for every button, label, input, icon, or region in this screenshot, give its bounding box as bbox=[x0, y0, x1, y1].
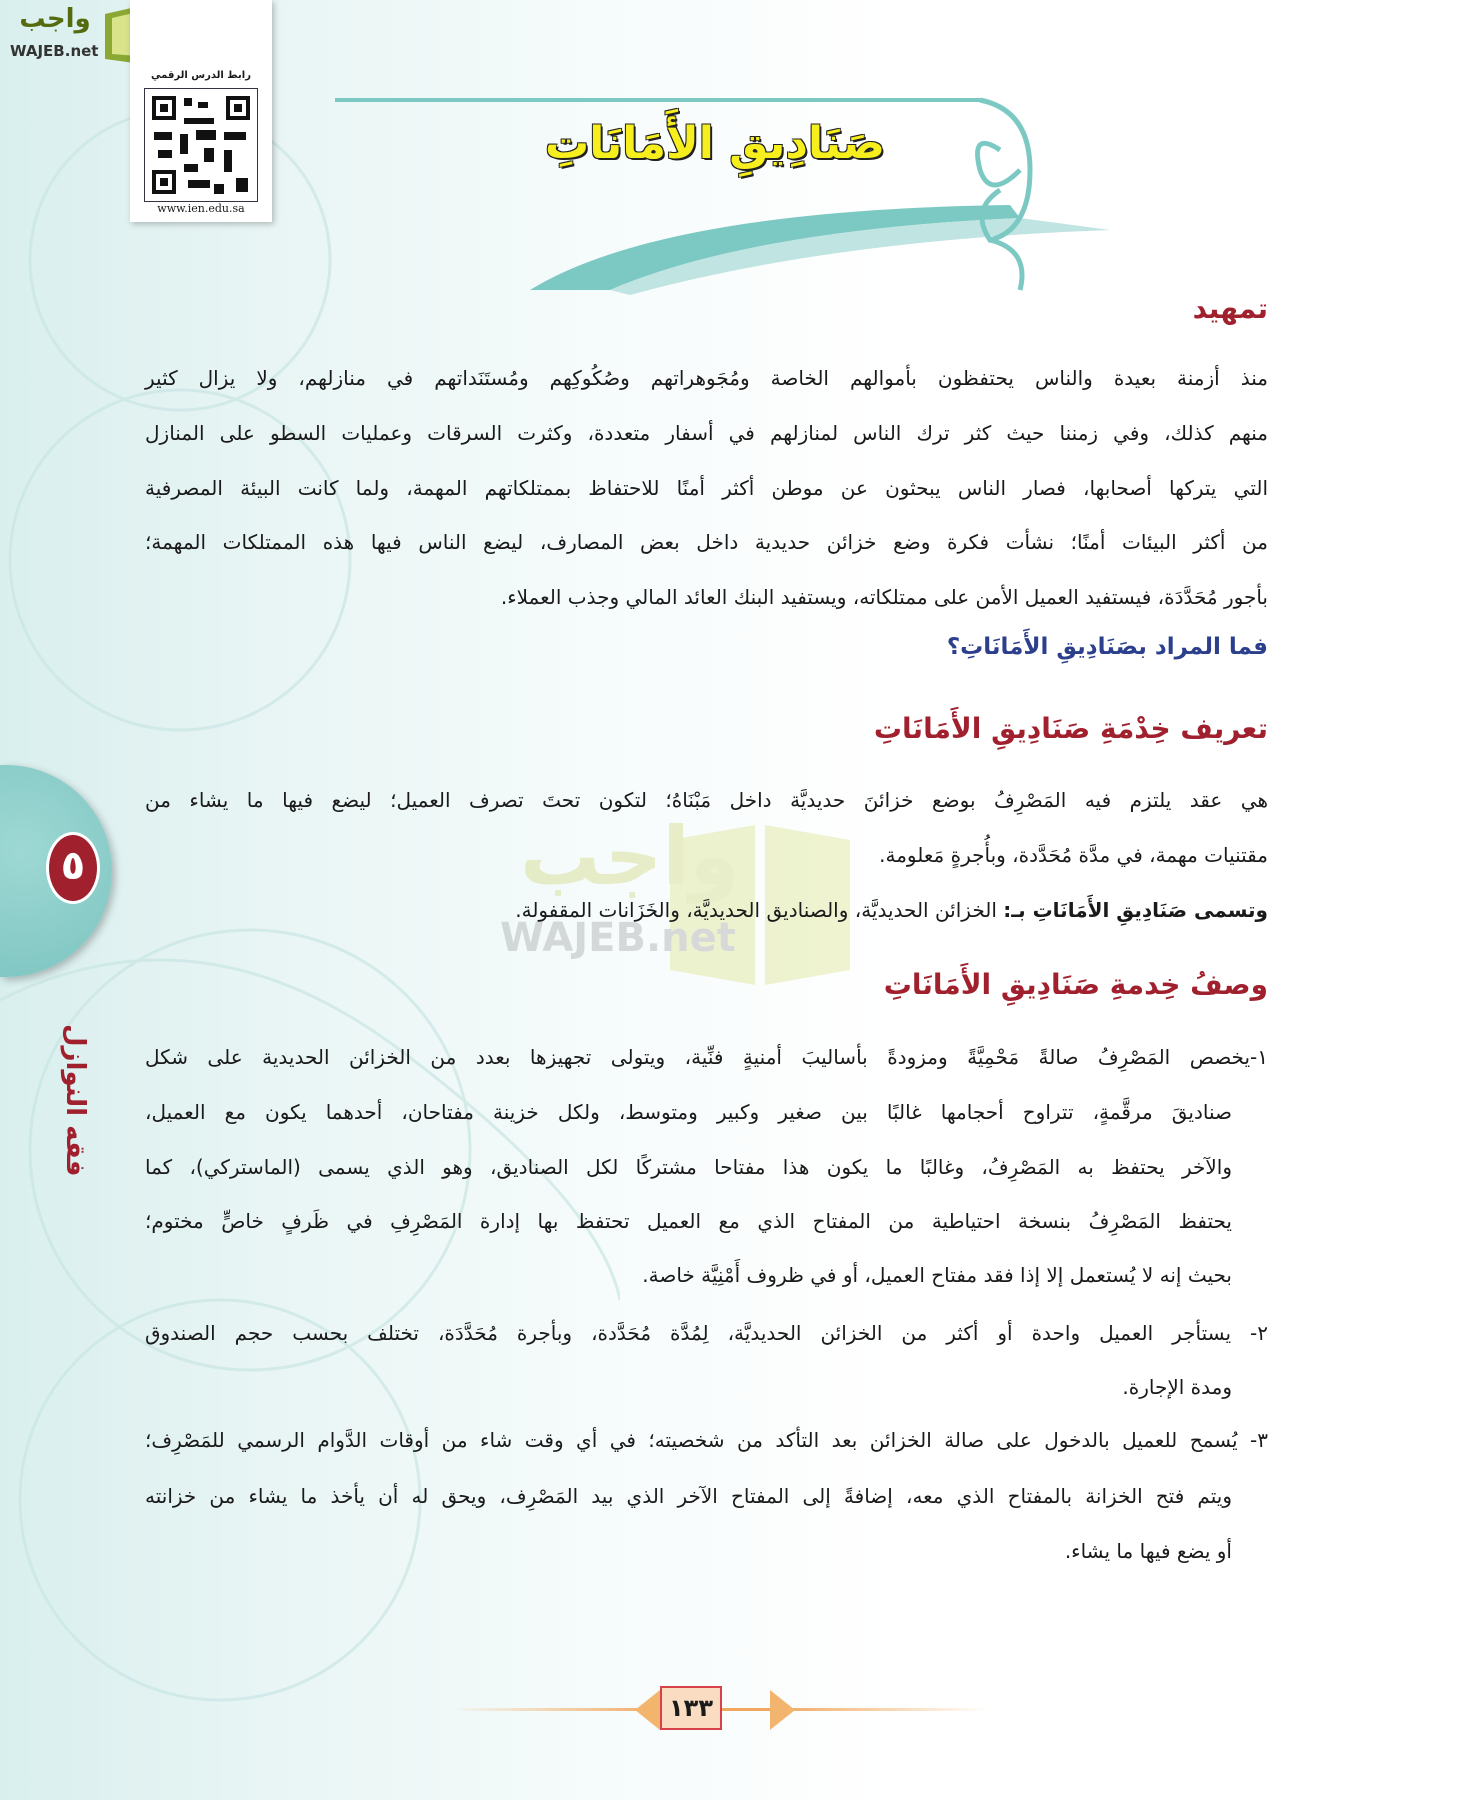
definition-names bbox=[145, 890, 1268, 930]
question-heading: فما المراد بصَنَادِيقِ الأَمَانَاتِ؟ bbox=[946, 634, 1268, 660]
qr-url[interactable]: www.ien.edu.sa bbox=[157, 202, 245, 215]
intro-line: التي يتركها أصحابها، فصار الناس يبحثون عن موطن أكثر أمنًا للاحتفاظ بممتلكاتهم المهمة، ولما كانت البيئة المصرفية bbox=[145, 476, 1268, 500]
qr-card[interactable] bbox=[130, 0, 272, 222]
item-2-line: ومدة الإجارة. bbox=[1122, 1375, 1232, 1399]
item-3-line: ٣- يُسمح للعميل بالدخول على صالة الخزائن بعد التأكد من شخصيته؛ في أي وقت شاء من أوقات الدَّوام الرسمي للمَصْرِف؛ bbox=[145, 1428, 1268, 1452]
intro-heading: تمهيد bbox=[1192, 292, 1268, 325]
page-title: صَنَادِيقِ الأَمَانَاتِ bbox=[545, 118, 885, 169]
item-1-line: بحيث إنه لا يُستعمل إلا إذا فقد مفتاح العميل، أو في ظروف أَمْنِيَّة خاصة. bbox=[642, 1263, 1232, 1287]
item-1-line: والآخر يحتفظ به المَصْرِفُ، وغالبًا ما يكون هذا مفتاحا مشتركًا لكل الصناديق، وهو الذي يسمى (الماستركي)، كما bbox=[145, 1155, 1232, 1179]
intro-line: منذ أزمنة بعيدة والناس يحتفظون بأموالهم الخاصة ومُجَوهراتهم وصُكُوكِهم ومُستَنَداتهم في منازلهم، ولا يزال كثير bbox=[145, 366, 1268, 390]
intro-line: بأجور مُحَدَّدَة، فيستفيد العميل الأمن على ممتلكاته، ويستفيد البنك العائد المالي وجذب العملاء. bbox=[500, 585, 1268, 609]
logo-arabic: واجب bbox=[19, 4, 91, 34]
intro-line: من أكثر البيئات أمنًا؛ نشأت فكرة وضع خزائن حديدية داخل بعض المصارف، ليضع الناس فيها هذه الممتلكات المهمة؛ bbox=[145, 530, 1268, 554]
definition-line: مقتنيات مهمة، في مدَّة مُحَدَّدة، وبأُجرةٍ مَعلومة. bbox=[879, 843, 1268, 867]
item-3-line: ويتم فتح الخزانة بالمفتاح الذي معه، إضافةً إلى المفتاح الآخر الذي بيد المَصْرِف، ويحق له أن يأخذ ما يشاء من خزانته bbox=[145, 1484, 1232, 1508]
qr-label: رابط الدرس الرقمي bbox=[151, 70, 251, 81]
description-heading: وصفُ خِدمةِ صَنَادِيقِ الأَمَانَاتِ bbox=[883, 968, 1268, 1001]
item-1-line: صناديقَ مرقَّمةٍ، تتراوح أحجامها غالبًا بين صغير وكبير ومتوسط، ولكل خزينة مفتاحان، أحدهما يكون مع العميل، bbox=[145, 1100, 1232, 1124]
item-2-line: ٢- يستأجر العميل واحدة أو أكثر من الخزائن الحديديَّة، لِمُدَّة مُحَدَّدة، وبأجرة مُحَدَّدَة، تختلف بحسب حجم الصندوق bbox=[145, 1321, 1268, 1345]
page-number: ١٣٣ bbox=[660, 1686, 722, 1730]
definition-line: هي عقد يلتزم فيه المَصْرِفُ بوضع خزائنَ حديديَّة داخل مَبْنَاهُ؛ لتكون تحتَ تصرف العميل؛ ليضع فيها ما يشاء من bbox=[145, 788, 1268, 812]
item-1-line: يحتفظ المَصْرِفُ بنسخة احتياطية من المفتاح الذي مع العميل تحتفظ بها إدارة المَصْرِفِ في ظَرفٍ خاصٍّ مختوم؛ bbox=[145, 1209, 1232, 1233]
definition-heading: تعريف خِدْمَةِ صَنَادِيقِ الأَمَانَاتِ bbox=[873, 712, 1268, 745]
names-label: وتسمى صَنَادِيقِ الأَمَانَاتِ بـ: bbox=[1003, 898, 1268, 922]
qr-code[interactable] bbox=[144, 88, 258, 202]
watermark-latin: WAJEB.net bbox=[500, 915, 736, 961]
item-3-line: أو يضع فيها ما يشاء. bbox=[1064, 1539, 1232, 1563]
names-text: الخزائن الحديديَّة، والصناديق الحديديَّة، والخَزَانات المقفولة. bbox=[515, 898, 997, 922]
logo-latin: WAJEB.net bbox=[10, 42, 99, 60]
watermark-arabic: واجب bbox=[520, 810, 740, 903]
item-1-line: ١-يخصص المَصْرِفُ صالةً مَحْمِيَّةً ومزودةً بأساليبَ أمنيةٍ فنِّية، ويتولى تجهيزها بعدد من الخزائن الحديدية على شكل bbox=[145, 1045, 1268, 1069]
unit-title: فقه النوازل bbox=[60, 1023, 90, 1177]
unit-number: ٥ bbox=[46, 832, 100, 904]
intro-line: منهم كذلك، وفي زمننا حيث كثر ترك الناس لمنازلهم في أسفار متعددة، وكثرت السرقات وعمليات السطو على المنازل bbox=[145, 421, 1268, 445]
